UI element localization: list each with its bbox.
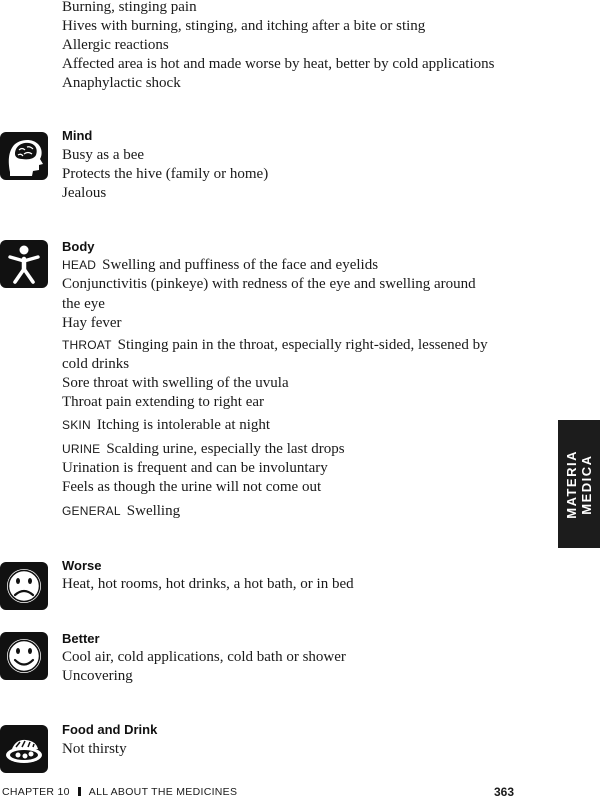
tab-line-1: MATERIA bbox=[564, 449, 579, 519]
throat-line: Sore throat with swelling of the uvula bbox=[62, 375, 289, 391]
urine-line: Urination is frequent and can be involuntary bbox=[62, 460, 328, 476]
mind-line: Protects the hive (family or home) bbox=[62, 166, 269, 182]
throat-text: Stinging pain in the throat, especially right-sided, lessened by bbox=[117, 337, 488, 353]
materia-medica-tab bbox=[558, 420, 600, 548]
section-label: ALL ABOUT THE MEDICINES bbox=[88, 786, 238, 798]
worse-line: Heat, hot rooms, hot drinks, a hot bath, or in bed bbox=[62, 576, 354, 592]
intro-line: Hives with burning, stinging, and itching after a bite or sting bbox=[62, 18, 426, 34]
brain-head-icon bbox=[0, 132, 48, 180]
head-line: the eye bbox=[62, 296, 105, 312]
throat-line: cold drinks bbox=[62, 356, 130, 372]
smiley-face-icon bbox=[0, 632, 48, 680]
general-line bbox=[62, 502, 180, 521]
urine-line bbox=[62, 440, 345, 459]
food-platter-icon bbox=[0, 725, 48, 773]
head-line: Conjunctivitis (pinkeye) with redness of the eye and swelling around bbox=[62, 276, 476, 292]
throat-label: THROAT bbox=[62, 338, 112, 352]
head-label: HEAD bbox=[62, 258, 97, 272]
head-text: Swelling and puffiness of the face and eyelids bbox=[102, 257, 379, 273]
mind-line: Busy as a bee bbox=[62, 147, 145, 163]
head-line bbox=[62, 256, 378, 275]
intro-line: Anaphylactic shock bbox=[62, 75, 181, 91]
general-text: Swelling bbox=[126, 503, 181, 519]
head-line: Hay fever bbox=[62, 315, 122, 331]
human-figure-icon bbox=[0, 240, 48, 288]
footer-separator bbox=[78, 787, 81, 796]
running-footer bbox=[2, 786, 237, 798]
intro-line: Allergic reactions bbox=[62, 37, 169, 53]
chapter-label: CHAPTER 10 bbox=[2, 786, 70, 798]
worse-heading: Worse bbox=[62, 558, 102, 573]
throat-line: Throat pain extending to right ear bbox=[62, 394, 265, 410]
sad-face-icon bbox=[0, 562, 48, 610]
urine-text: Scalding urine, especially the last drops bbox=[106, 441, 345, 457]
mind-heading: Mind bbox=[62, 128, 93, 143]
page-number: 363 bbox=[494, 785, 515, 799]
page-footer bbox=[0, 786, 600, 800]
better-heading: Better bbox=[62, 631, 100, 646]
food-heading: Food and Drink bbox=[62, 722, 158, 737]
urine-label: URINE bbox=[62, 442, 101, 456]
better-line: Cool air, cold applications, cold bath or shower bbox=[62, 649, 346, 665]
throat-line bbox=[62, 336, 488, 355]
better-line: Uncovering bbox=[62, 668, 133, 684]
intro-line: Burning, stinging pain bbox=[62, 0, 197, 15]
tab-line-2: MEDICA bbox=[579, 453, 594, 515]
food-line: Not thirsty bbox=[62, 741, 127, 757]
skin-label: SKIN bbox=[62, 418, 91, 432]
mind-line: Jealous bbox=[62, 185, 107, 201]
general-label: GENERAL bbox=[62, 504, 121, 518]
urine-line: Feels as though the urine will not come out bbox=[62, 479, 322, 495]
body-heading: Body bbox=[62, 239, 95, 254]
skin-line bbox=[62, 416, 270, 435]
materia-medica-tab-text bbox=[564, 450, 594, 519]
intro-line: Affected area is hot and made worse by heat, better by cold applications bbox=[62, 56, 495, 72]
skin-text: Itching is intolerable at night bbox=[96, 417, 271, 433]
